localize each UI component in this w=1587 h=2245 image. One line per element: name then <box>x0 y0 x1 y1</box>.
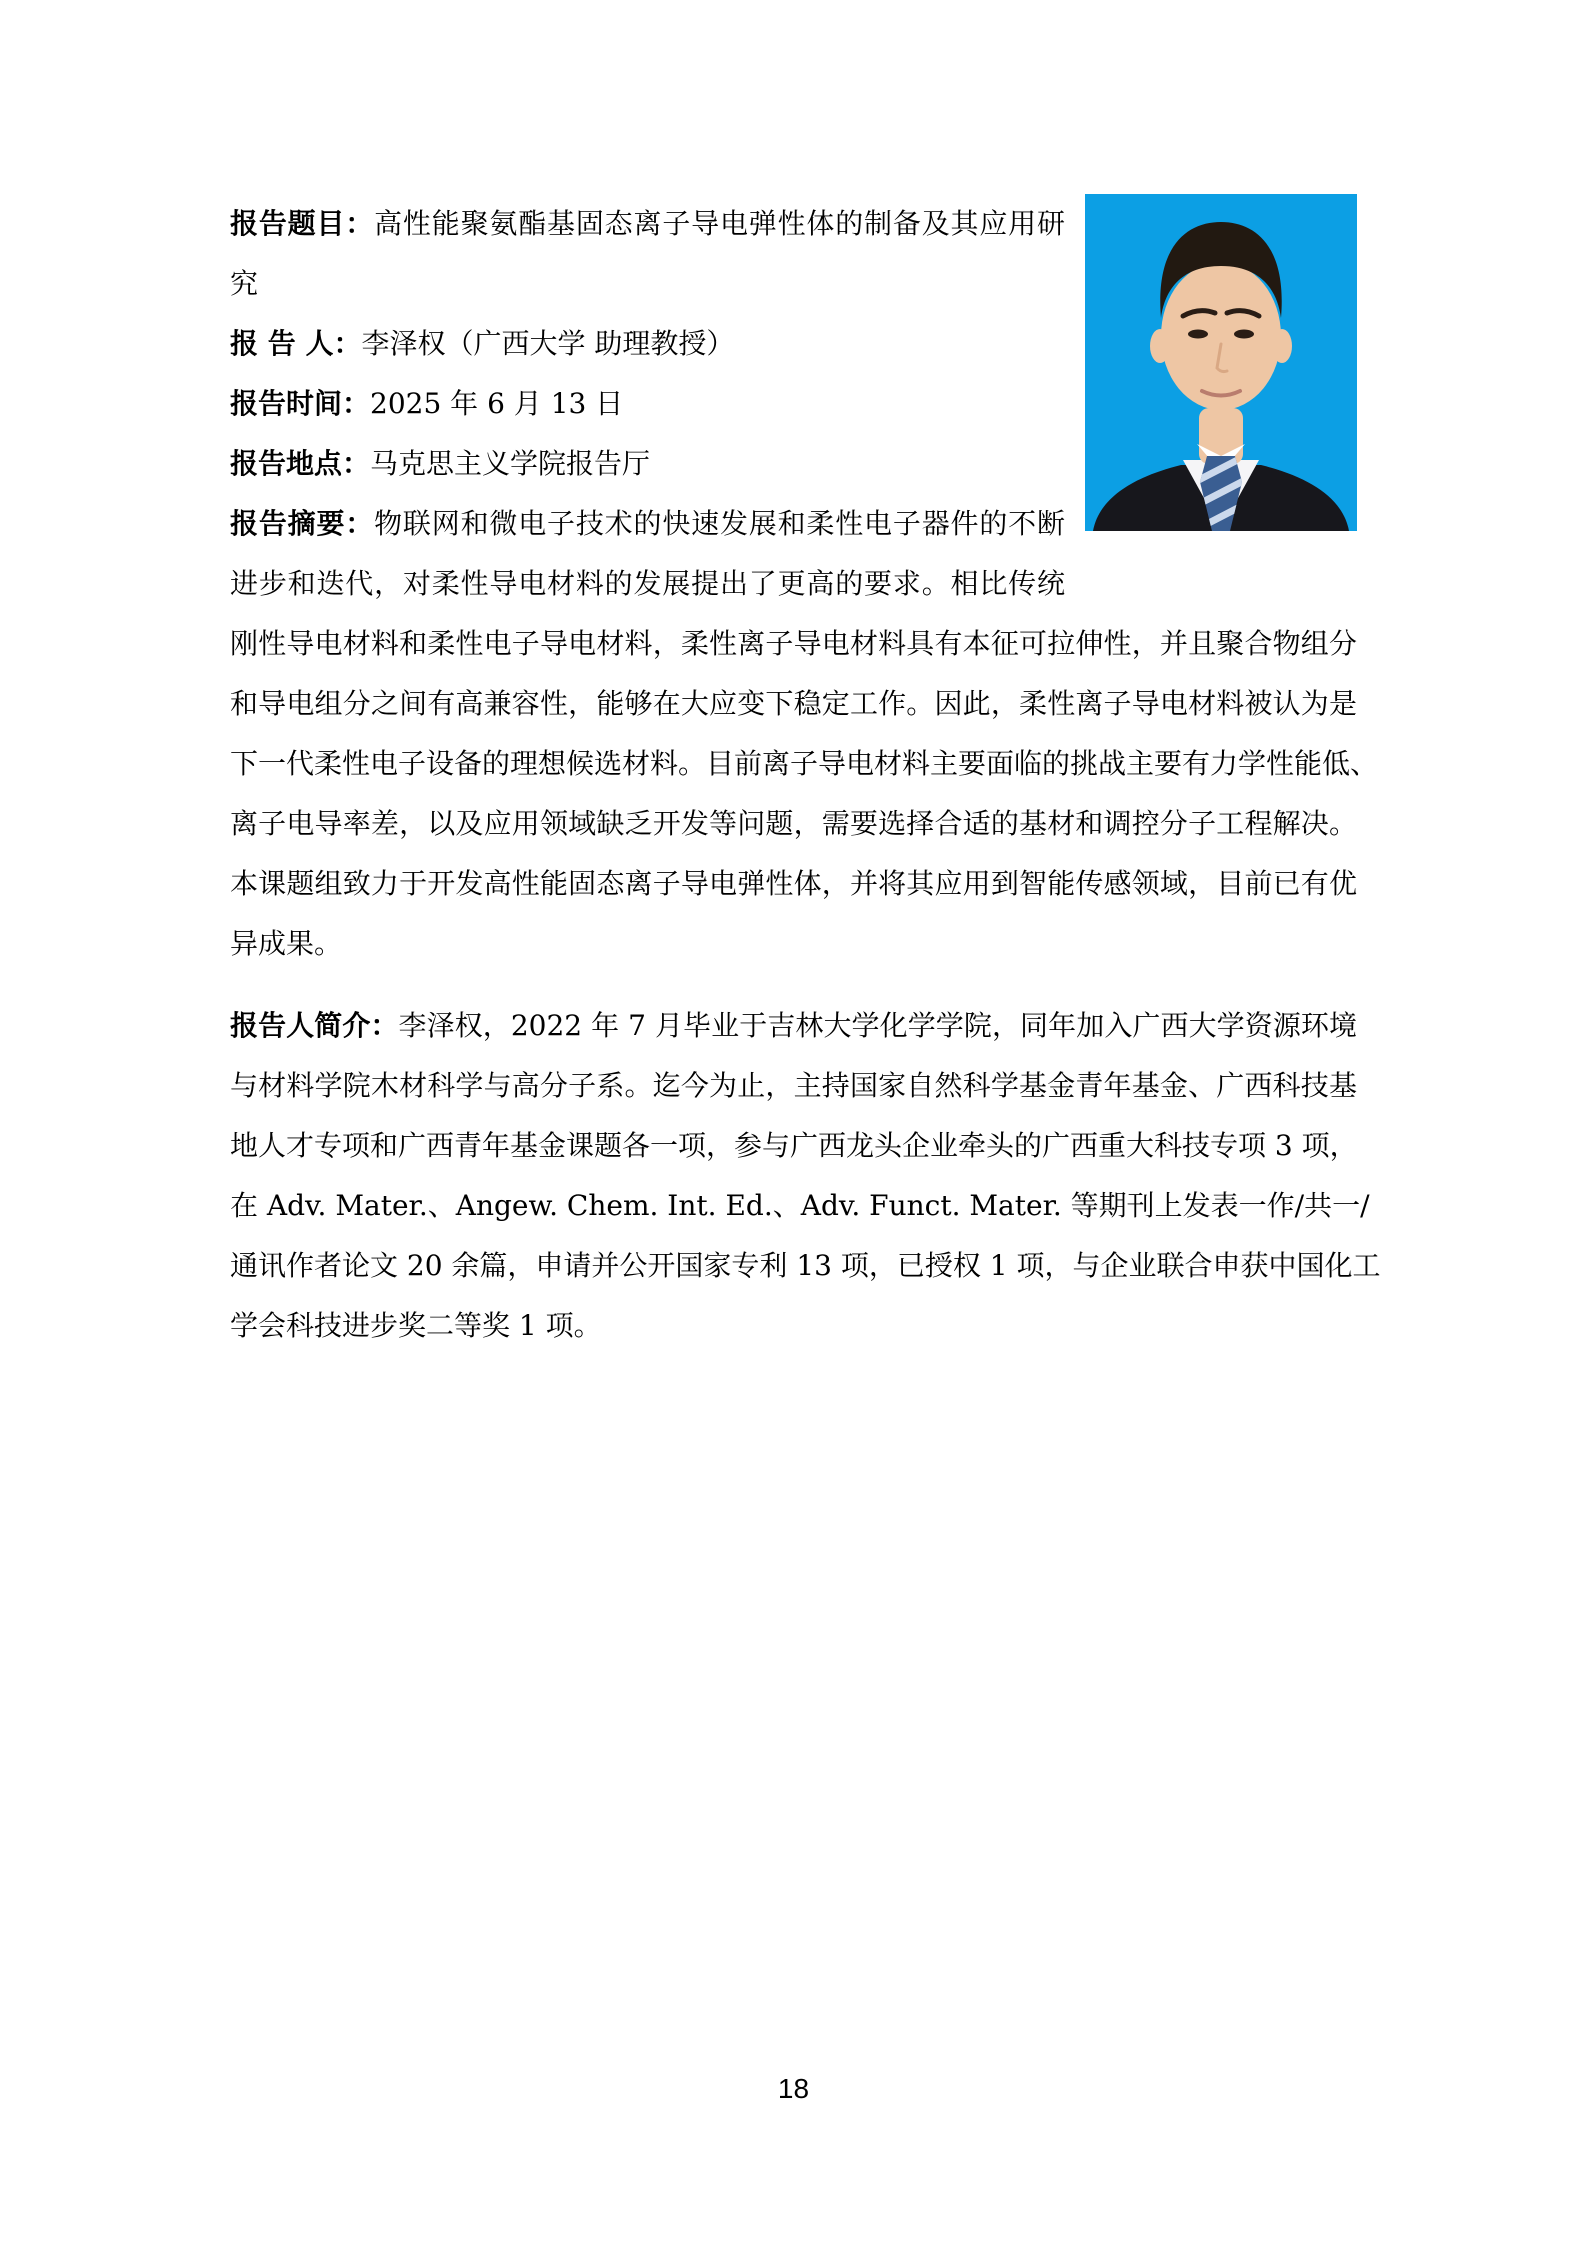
field-label-title: 报告题目： <box>230 207 375 240</box>
text-line <box>230 1056 1357 1116</box>
line-text: 地人才专项和广西青年基金课题各一项，参与广西龙头企业牵头的广西重大科技专项 3 项， <box>230 1129 1358 1162</box>
line-text: 通讯作者论文 20 余篇，申请并公开国家专利 13 项，已授权 1 项，与企业联合申获中国化工 <box>230 1249 1381 1282</box>
photo-face <box>1161 262 1281 410</box>
text-line <box>230 1116 1357 1176</box>
line-text: 刚性导电材料和柔性电子导电材料，柔性离子导电材料具有本征可拉伸性，并且聚合物组分 <box>230 627 1357 660</box>
line-text: 物联网和微电子技术的快速发展和柔性电子器件的不断 <box>374 507 1065 540</box>
line-text: 在 Adv. Mater.、Angew. Chem. Int. Ed.、Adv. Funct. Mater. 等期刊上发表一作/共一/ <box>230 1189 1370 1222</box>
line-text: 离子电导率差，以及应用领域缺乏开发等问题，需要选择合适的基材和调控分子工程解决。 <box>230 807 1357 840</box>
text-line <box>230 554 1357 614</box>
line-text: 李泽权，2022 年 7 月毕业于吉林大学化学学院，同年加入广西大学资源环境 <box>398 1009 1357 1042</box>
line-text: 马克思主义学院报告厅 <box>370 447 651 480</box>
text-line <box>230 734 1379 794</box>
document-body <box>230 194 1381 1356</box>
line-text: 异成果。 <box>230 927 343 960</box>
text-line <box>230 996 1357 1056</box>
text-line <box>230 854 1357 914</box>
line-text: 2025 年 6 月 13 日 <box>370 387 624 420</box>
field-label-time: 报告时间： <box>230 387 371 420</box>
field-label-abstract: 报告摘要： <box>230 507 375 540</box>
line-text: 进步和迭代，对柔性导电材料的发展提出了更高的要求。相比传统 <box>230 567 1065 600</box>
photo-eye-left <box>1188 330 1208 339</box>
paragraph-bio <box>230 996 1381 1356</box>
text-line <box>230 674 1357 734</box>
line-text: 究 <box>230 267 259 300</box>
line-text: 学会科技进步奖二等奖 1 项。 <box>230 1309 602 1342</box>
field-label-location: 报告地点： <box>230 447 371 480</box>
line-text: 下一代柔性电子设备的理想候选材料。目前离子导电材料主要面临的挑战主要有力学性能低、 <box>230 747 1379 780</box>
text-line <box>230 794 1357 854</box>
paragraph-abstract <box>230 494 1379 974</box>
line-text: 与材料学院木材科学与高分子系。迄今为止，主持国家自然科学基金青年基金、广西科技基 <box>230 1069 1357 1102</box>
page-number: 18 <box>777 2073 810 2104</box>
line-text: 李泽权（广西大学 助理教授） <box>361 327 735 360</box>
text-line <box>230 1176 1370 1236</box>
line-text: 本课题组致力于开发高性能固态离子导电弹性体，并将其应用到智能传感领域，目前已有优 <box>230 867 1357 900</box>
line-text: 和导电组分之间有高兼容性，能够在大应变下稳定工作。因此，柔性离子导电材料被认为是 <box>230 687 1357 720</box>
text-line <box>230 614 1357 674</box>
portrait-photo-svg <box>1085 194 1357 531</box>
photo-neck <box>1199 408 1243 464</box>
portrait-photo <box>1085 194 1357 531</box>
field-label-bio: 报告人简介： <box>230 1009 399 1042</box>
text-line <box>230 1236 1381 1296</box>
text-line <box>230 1296 1357 1356</box>
text-line <box>230 914 1357 974</box>
photo-eye-right <box>1234 330 1254 339</box>
field-label-speaker: 报 告 人： <box>230 327 362 360</box>
line-text: 高性能聚氨酯基固态离子导电弹性体的制备及其应用研 <box>374 207 1065 240</box>
